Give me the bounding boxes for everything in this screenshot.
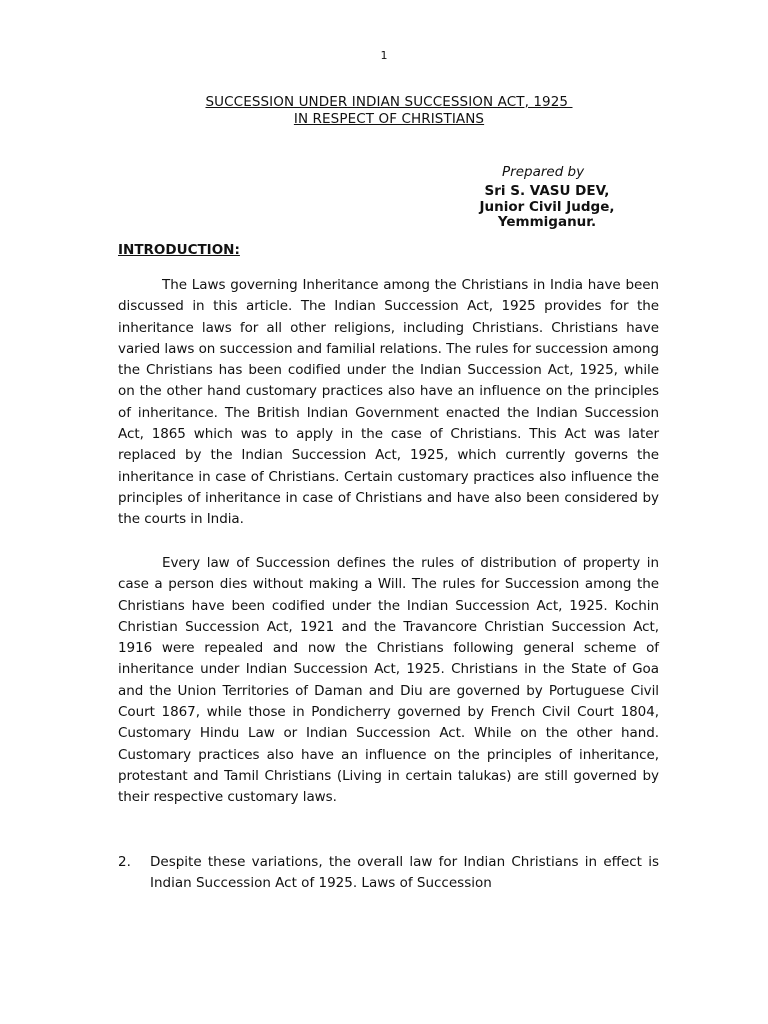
author-designation: Junior Civil Judge, bbox=[479, 198, 615, 215]
document-title-line-2: IN RESPECT OF CHRISTIANS bbox=[293, 111, 485, 127]
numbered-item-text: Despite these variations, the overall law for Indian Christians in effect is Indian Succession Act of 1925. Laws of Succession bbox=[150, 854, 659, 892]
numbered-item-number: 2. bbox=[118, 854, 131, 870]
author-place: Yemmiganur. bbox=[497, 214, 597, 230]
document-title-line-1: SUCCESSION UNDER INDIAN SUCCESSION ACT, 1925 bbox=[205, 94, 573, 110]
paragraph-1-container bbox=[118, 275, 659, 531]
paragraph-2: Every law of Succession defines the rules of distribution of property in case a person dies without making a Will. The rules for Succession among the Christians have been codified under the Indian Succession Act, 1925. Kochin Christian Succession Act, 1921 and the Travancore Christian Succession Act, 1916 were repealed and now the Christians following general scheme of inheritance under Indian Succession Act, 1925. Christians in the State of Goa and the Union Territories of Daman and Diu are governed by Portuguese Civil Court 1867, while those in Pondicherry governed by French Civil Court 1804, Customary Hindu Law or Indian Succession Act. While on the other hand. Customary practices also have an influence on the principles of inheritance, protestant and Tamil Christians (Living in certain talukas) are still governed by their respective customary laws. bbox=[118, 555, 659, 806]
paragraph-1: The Laws governing Inheritance among the Christians in India have been discussed in this article. The Indian Succession Act, 1925 provides for the inheritance laws for all other religions, including Christians. Christians have varied laws on succession and familial relations. The rules for succession among the Christians has been codified under the Indian Succession Act, 1925, while on the other hand customary practices also have an influence on the principles of inheritance. The British Indian Government enacted the Indian Succession Act, 1865 which was to apply in the case of Christians. This Act was later replaced by the Indian Succession Act, 1925, which currently governs the inheritance in case of Christians. Certain customary practices also influence the principles of inheritance in case of Christians and have also been considered by the courts in India. bbox=[118, 277, 659, 528]
introduction-heading: INTRODUCTION: bbox=[118, 242, 240, 258]
numbered-item-2 bbox=[118, 852, 659, 895]
prepared-by-label: Prepared by bbox=[502, 164, 585, 180]
document-title bbox=[0, 94, 768, 128]
author-name: Sri S. VASU DEV, bbox=[484, 183, 610, 199]
paragraph-2-container bbox=[118, 553, 659, 809]
author-block bbox=[455, 184, 639, 231]
page-number: 1 bbox=[380, 49, 388, 62]
